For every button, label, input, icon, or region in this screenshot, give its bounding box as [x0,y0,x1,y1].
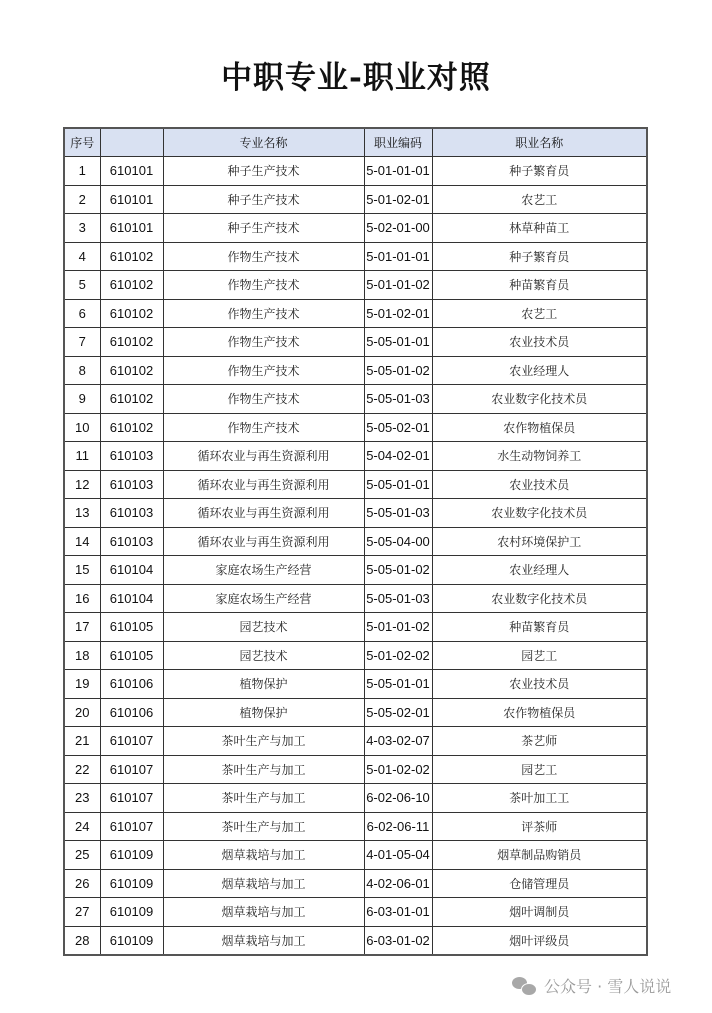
major-name: 园艺技术 [163,641,364,670]
major-code: 610109 [100,869,163,898]
major-name: 烟草栽培与加工 [163,869,364,898]
major-name: 作物生产技术 [163,385,364,414]
major-name: 茶叶生产与加工 [163,784,364,813]
occupation-code: 4-03-02-07 [364,727,432,756]
row-number: 2 [64,185,100,214]
major-name: 茶叶生产与加工 [163,727,364,756]
occupation-name: 农业数字化技术员 [432,584,647,613]
occupation-name: 水生动物饲养工 [432,442,647,471]
major-name: 种子生产技术 [163,157,364,186]
major-code: 610107 [100,755,163,784]
occupation-code: 5-05-01-03 [364,385,432,414]
row-number: 28 [64,926,100,955]
major-name: 烟草栽培与加工 [163,841,364,870]
major-code: 610102 [100,328,163,357]
occupation-name: 茶艺师 [432,727,647,756]
occupation-code: 5-05-04-00 [364,527,432,556]
occupation-code: 5-01-02-01 [364,299,432,328]
occupation-name: 仓储管理员 [432,869,647,898]
major-code: 610101 [100,214,163,243]
major-name: 烟草栽培与加工 [163,926,364,955]
table-row [64,812,647,841]
occupation-code: 6-02-06-10 [364,784,432,813]
table-row [64,271,647,300]
table-row [64,926,647,955]
major-name: 作物生产技术 [163,242,364,271]
row-number: 24 [64,812,100,841]
occupation-code: 5-01-01-02 [364,613,432,642]
major-name: 作物生产技术 [163,271,364,300]
major-code: 610109 [100,898,163,927]
occupation-name: 农业数字化技术员 [432,385,647,414]
major-code: 610102 [100,242,163,271]
table-row [64,641,647,670]
major-code: 610107 [100,727,163,756]
table-row [64,755,647,784]
occupation-code: 5-05-01-03 [364,584,432,613]
row-number: 26 [64,869,100,898]
row-number: 1 [64,157,100,186]
occupation-name: 茶叶加工工 [432,784,647,813]
occupation-code: 5-04-02-01 [364,442,432,471]
major-code: 610105 [100,641,163,670]
row-number: 19 [64,670,100,699]
header-major-name: 专业名称 [163,128,364,157]
table-row [64,157,647,186]
table-row [64,299,647,328]
major-name: 循环农业与再生资源利用 [163,527,364,556]
major-name: 循环农业与再生资源利用 [163,442,364,471]
occupation-name: 农业数字化技术员 [432,499,647,528]
occupation-code: 5-05-01-02 [364,356,432,385]
major-occupation-table [63,127,648,956]
occupation-code: 5-05-01-01 [364,328,432,357]
major-name: 烟草栽培与加工 [163,898,364,927]
major-code: 610109 [100,841,163,870]
occupation-code: 5-05-01-01 [364,470,432,499]
table-row [64,898,647,927]
occupation-code: 5-05-02-01 [364,413,432,442]
header-occupation-name: 职业名称 [432,128,647,157]
occupation-code: 5-05-01-03 [364,499,432,528]
major-name: 茶叶生产与加工 [163,812,364,841]
major-code: 610101 [100,157,163,186]
occupation-code: 5-01-01-02 [364,271,432,300]
table-row [64,499,647,528]
occupation-name: 农业技术员 [432,670,647,699]
major-code: 610102 [100,356,163,385]
occupation-code: 5-01-01-01 [364,242,432,271]
major-name: 种子生产技术 [163,214,364,243]
major-code: 610105 [100,613,163,642]
row-number: 9 [64,385,100,414]
row-number: 25 [64,841,100,870]
table-row [64,185,647,214]
table-row [64,413,647,442]
occupation-name: 园艺工 [432,641,647,670]
occupation-code: 4-01-05-04 [364,841,432,870]
major-code: 610109 [100,926,163,955]
major-name: 家庭农场生产经营 [163,584,364,613]
occupation-name: 农作物植保员 [432,698,647,727]
major-code: 610102 [100,271,163,300]
table-row [64,242,647,271]
major-name: 作物生产技术 [163,413,364,442]
row-number: 21 [64,727,100,756]
table-row [64,470,647,499]
occupation-code: 5-01-02-02 [364,755,432,784]
occupation-name: 农业技术员 [432,470,647,499]
major-code: 610107 [100,784,163,813]
row-number: 20 [64,698,100,727]
major-name: 作物生产技术 [163,356,364,385]
occupation-code: 4-02-06-01 [364,869,432,898]
major-name: 茶叶生产与加工 [163,755,364,784]
major-code: 610104 [100,584,163,613]
occupation-name: 农村环境保护工 [432,527,647,556]
table-row [64,584,647,613]
occupation-code: 6-03-01-02 [364,926,432,955]
occupation-name: 农业经理人 [432,356,647,385]
table-row [64,442,647,471]
table-row [64,613,647,642]
table-row [64,698,647,727]
occupation-code: 5-01-01-01 [364,157,432,186]
row-number: 6 [64,299,100,328]
row-number: 13 [64,499,100,528]
major-code: 610103 [100,527,163,556]
occupation-name: 种子繁育员 [432,157,647,186]
table-row [64,784,647,813]
major-code: 610106 [100,698,163,727]
row-number: 18 [64,641,100,670]
occupation-name: 种苗繁育员 [432,271,647,300]
row-number: 8 [64,356,100,385]
major-code: 610103 [100,499,163,528]
occupation-name: 烟叶评级员 [432,926,647,955]
header-occupation-code: 职业编码 [364,128,432,157]
table-row [64,869,647,898]
table-row [64,556,647,585]
page-title: 中职专业-职业对照 [221,60,491,96]
major-code: 610102 [100,299,163,328]
major-name: 作物生产技术 [163,328,364,357]
major-name: 种子生产技术 [163,185,364,214]
table-body [64,157,647,956]
occupation-name: 园艺工 [432,755,647,784]
major-code: 610101 [100,185,163,214]
occupation-name: 种苗繁育员 [432,613,647,642]
major-code: 610104 [100,556,163,585]
major-name: 植物保护 [163,670,364,699]
major-code: 610103 [100,442,163,471]
occupation-name: 烟草制品购销员 [432,841,647,870]
watermark-text: 公众号 · 雪人说说 [544,977,672,996]
occupation-name: 评茶师 [432,812,647,841]
occupation-code: 5-05-01-02 [364,556,432,585]
watermark [512,974,671,997]
row-number: 7 [64,328,100,357]
wechat-icon [512,976,538,996]
row-number: 5 [64,271,100,300]
row-number: 11 [64,442,100,471]
occupation-name: 农业技术员 [432,328,647,357]
occupation-name: 烟叶调制员 [432,898,647,927]
table-header-row [64,128,647,157]
occupation-code: 5-05-01-01 [364,670,432,699]
table-row [64,385,647,414]
major-code: 610107 [100,812,163,841]
row-number: 15 [64,556,100,585]
occupation-name: 农艺工 [432,185,647,214]
occupation-code: 6-03-01-01 [364,898,432,927]
row-number: 27 [64,898,100,927]
row-number: 10 [64,413,100,442]
major-name: 植物保护 [163,698,364,727]
table-row [64,527,647,556]
table-row [64,727,647,756]
occupation-name: 农艺工 [432,299,647,328]
header-no: 序号 [64,128,100,157]
table-row [64,670,647,699]
occupation-name: 农业经理人 [432,556,647,585]
occupation-code: 5-05-02-01 [364,698,432,727]
row-number: 12 [64,470,100,499]
occupation-code: 5-01-02-01 [364,185,432,214]
major-name: 循环农业与再生资源利用 [163,470,364,499]
table-row [64,328,647,357]
row-number: 22 [64,755,100,784]
major-code: 610102 [100,413,163,442]
major-name: 循环农业与再生资源利用 [163,499,364,528]
occupation-name: 农作物植保员 [432,413,647,442]
table-row [64,214,647,243]
row-number: 4 [64,242,100,271]
occupation-code: 5-01-02-02 [364,641,432,670]
major-name: 家庭农场生产经营 [163,556,364,585]
major-code: 610102 [100,385,163,414]
row-number: 14 [64,527,100,556]
row-number: 23 [64,784,100,813]
occupation-name: 种子繁育员 [432,242,647,271]
row-number: 16 [64,584,100,613]
occupation-code: 5-02-01-00 [364,214,432,243]
occupation-code: 6-02-06-11 [364,812,432,841]
table-row [64,356,647,385]
row-number: 3 [64,214,100,243]
major-name: 作物生产技术 [163,299,364,328]
row-number: 17 [64,613,100,642]
header-code [100,128,163,157]
major-name: 园艺技术 [163,613,364,642]
table-row [64,841,647,870]
major-code: 610103 [100,470,163,499]
major-code: 610106 [100,670,163,699]
occupation-name: 林草种苗工 [432,214,647,243]
